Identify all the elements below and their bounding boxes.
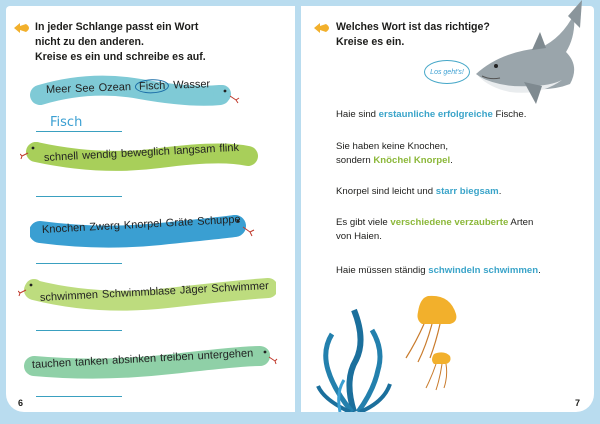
right-instruction-line-2: Kreise es ein. — [336, 36, 405, 48]
snake-word[interactable]: absinken — [111, 352, 157, 367]
word-option[interactable]: starr — [435, 186, 458, 197]
snake-word[interactable]: Gräte — [165, 216, 194, 230]
snake-word[interactable]: Ozean — [98, 81, 132, 95]
snake-word[interactable]: schwimmen — [39, 288, 99, 304]
answer-text-1: Fisch — [50, 115, 83, 130]
snake-word[interactable]: wendig — [81, 148, 118, 162]
page-gutter — [295, 0, 301, 424]
snake-word[interactable]: Wasser — [173, 78, 211, 92]
snake-word[interactable]: treiben — [159, 350, 194, 365]
snake-word[interactable]: Meer — [45, 83, 72, 96]
word-option[interactable]: verschiedene — [390, 217, 452, 228]
answer-line-4[interactable] — [36, 330, 122, 331]
fish-arrow-icon — [14, 23, 32, 33]
speech-bubble: Los geht's! — [424, 60, 470, 84]
page-number-left: 6 — [18, 398, 24, 408]
snake-word[interactable]: schnell — [43, 150, 79, 164]
snake-word[interactable]: untergehen — [197, 347, 254, 363]
sentence-text: Sie haben keine Knochen, — [336, 141, 449, 152]
sentence-text: Fische. — [492, 109, 527, 120]
sentence-text: . — [450, 155, 453, 166]
page-number-right: 7 — [575, 398, 581, 408]
word-option[interactable]: schwimmen — [483, 265, 539, 276]
answer-line-1[interactable] — [36, 131, 122, 132]
fish-arrow-icon — [314, 23, 332, 33]
snake-word-circled[interactable]: Fisch — [135, 79, 170, 94]
sentence-text: Arten — [508, 217, 534, 228]
snake-word[interactable]: Schuppe — [196, 213, 241, 228]
snake-word[interactable]: Knorpel — [123, 217, 163, 232]
snake-word[interactable]: beweglich — [120, 145, 171, 160]
shark-illustration — [470, 0, 594, 112]
snake-word[interactable]: Schwimmer — [211, 280, 270, 296]
sentence-text: von Haien. — [336, 231, 382, 242]
snake-word[interactable]: Jäger — [179, 283, 208, 297]
right-instruction — [336, 20, 490, 50]
sentence-text: Haie sind — [336, 109, 379, 120]
word-option[interactable]: biegsam — [459, 186, 499, 197]
answer-line-3[interactable] — [36, 263, 122, 264]
snake-word[interactable]: See — [74, 82, 95, 95]
sentence-text: Knorpel sind leicht und — [336, 186, 436, 197]
jellyfish-illustration — [396, 292, 472, 392]
word-option[interactable]: Knöchel — [373, 155, 412, 166]
right-instruction-line-1: Welches Wort ist das richtige? — [336, 21, 490, 33]
left-instruction-line-3: Kreise es ein und schreibe es auf. — [35, 51, 206, 63]
snake-word[interactable]: tauchen — [31, 356, 72, 371]
word-option[interactable]: verzauberte — [454, 217, 509, 228]
word-option[interactable]: erfolgreiche — [437, 109, 493, 120]
snake-word[interactable]: Zwerg — [89, 219, 121, 234]
snake-word[interactable]: Knochen — [41, 221, 86, 236]
seaweed-illustration — [314, 300, 394, 412]
snake-word[interactable]: Schwimmblase — [101, 284, 177, 301]
word-option[interactable]: schwindeln — [428, 265, 481, 276]
left-instruction-line-1: In jeder Schlange passt ein Wort — [35, 21, 199, 33]
sentence-text: . — [538, 265, 541, 276]
word-option[interactable]: Knorpel — [413, 155, 451, 166]
left-instruction — [35, 20, 206, 65]
snake-word[interactable]: tanken — [74, 355, 109, 369]
sentence-text: sondern — [336, 155, 374, 166]
answer-line-2[interactable] — [36, 196, 122, 197]
snake-word[interactable]: flink — [219, 141, 240, 155]
word-option[interactable]: erstaunliche — [378, 109, 436, 120]
snake-word[interactable]: langsam — [173, 143, 216, 158]
sentence-text: . — [498, 186, 502, 197]
sentence-text: Es gibt viele — [336, 217, 391, 228]
answer-line-5[interactable] — [36, 396, 122, 397]
left-instruction-line-2: nicht zu den anderen. — [35, 36, 144, 48]
sentence-text: Haie müssen ständig — [336, 265, 429, 276]
